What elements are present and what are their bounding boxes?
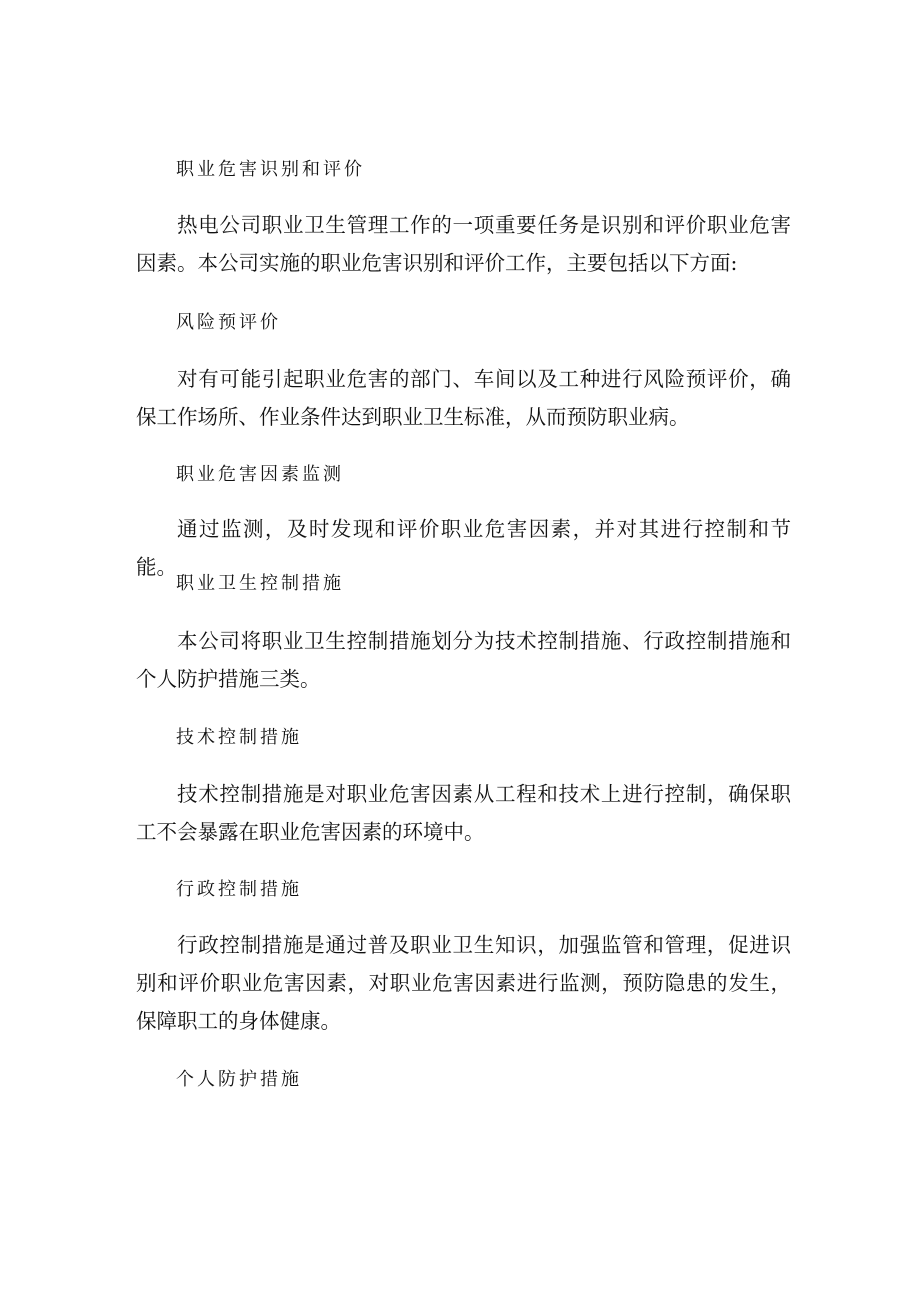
section-heading: 职业卫生控制措施 (176, 573, 344, 594)
section-heading: 行政控制措施 (176, 879, 302, 900)
paragraph: 通过监测，及时发现和评价职业危害因素，并对其进行控制和节能。 (136, 517, 791, 579)
paragraph: 热电公司职业卫生管理工作的一项重要任务是识别和评价职业危害因素。本公司实施的职业危害识别和评价工作，主要包括以下方面: (136, 213, 791, 275)
paragraph: 行政控制措施是通过普及职业卫生知识，加强监管和管理，促进识别和评价职业危害因素，对职业危害因素进行监测，预防隐患的发生，保障职工的身体健康。 (136, 933, 791, 1033)
section-heading: 风险预评价 (176, 312, 281, 333)
section-heading: 职业危害因素监测 (176, 464, 344, 485)
paragraph: 对有可能引起职业危害的部门、车间以及工种进行风险预评价，确保工作场所、作业条件达到职业卫生标准，从而预防职业病。 (136, 367, 791, 429)
paragraph: 技术控制措施是对职业危害因素从工程和技术上进行控制，确保职工不会暴露在职业危害因素的环境中。 (136, 782, 791, 844)
section-heading: 个人防护措施 (176, 1069, 302, 1090)
section-heading: 职业危害识别和评价 (176, 159, 365, 180)
paragraph: 本公司将职业卫生控制措施划分为技术控制措施、行政控制措施和个人防护措施三类。 (136, 629, 791, 691)
section-heading: 技术控制措施 (176, 727, 302, 748)
